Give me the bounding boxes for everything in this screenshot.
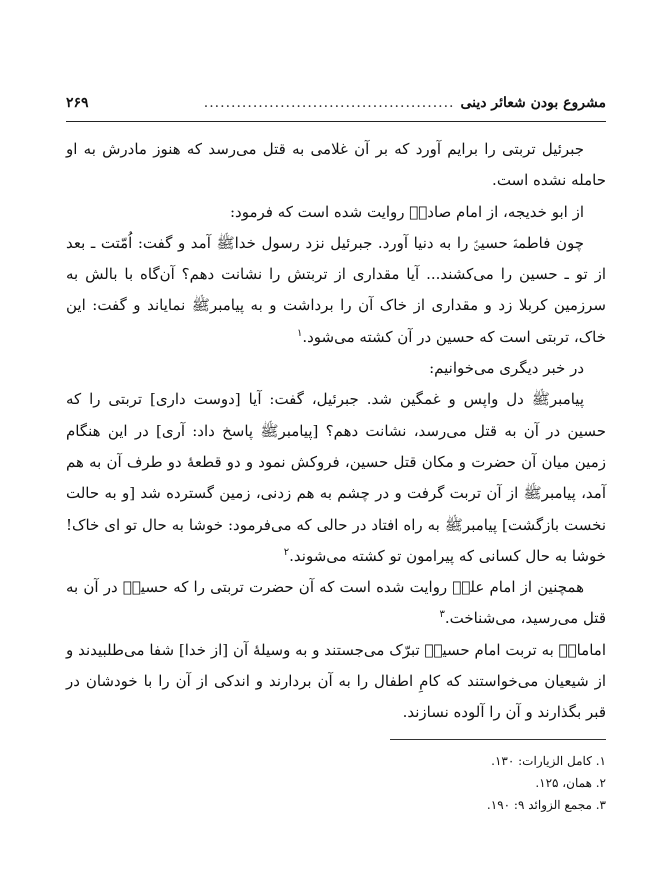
running-header (66, 95, 606, 122)
paragraph-6: همچنین از امام علیؑ روایت شده است که آن حضرت تربتی را که حسینؑ در آن به قتل می‌رسید، می‌شناخت.$^۳$ (66, 578, 606, 628)
footnote-ref-1[interactable]: ۱ (296, 327, 303, 339)
footnote-ref-2[interactable]: ۲ (283, 546, 290, 558)
paragraph-5: پیامبرﷺ دل واپس و غمگین شد. جبرئیل، گفت: آیا [دوست داری] تربتی را که حسین در آن به قتل می‌رسد، نشانت دهم؟ [پیامبرﷺ پاسخ داد: آری] در این هنگام زمین میان آن حضرت و مکان قتل حسین، فروکش نمود و دو قطعهٔ دو طرف آن به هم آمد، پیامبرﷺ از آن تربت گرفت و در چشم به هم زدنی، زمین گسترده شد [و به حالت نخست بازگشت] پیامبرﷺ به راه افتاد در حالی که می‌فرمود: خوشا به حال تو ای خاک! خوشا به حال کسانی که پیرامون تو کشته می‌شوند.$^۲$ (66, 390, 606, 565)
paragraph-2: از ابو خدیجه، از امام صادقؑ روایت شده است که فرمود: (229, 202, 584, 221)
footnote-1: ۱. کامل الزیارات: ۱۳۰. (491, 754, 606, 768)
footnote-divider (390, 739, 606, 740)
paragraph-3: چون فاطمهؑ حسینؑ را به دنیا آورد. جبرئیل نزد رسول خداﷺ آمد و گفت: اُمّتت ـ بعد از تو ـ حسین را می‌کشند... آیا مقداری از تربتش را نشانت دهم؟ آن‌گاه با بالش به سرزمین کربلا زد و مقداری از خاک آن را برداشت و به پیامبرﷺ نمایاند و گفت: این خاک، تربتی است که حسین در آن کشته می‌شود.$^۱$ (66, 233, 606, 346)
running-title: مشروع بودن شعائر دینی (460, 95, 606, 111)
body-text (66, 134, 606, 729)
leader-dots: .............................................. (203, 95, 455, 111)
paragraph-7: امامانؑ به تربت امام حسینؑ تبرّک می‌جستند و به وسیلهٔ آن [از خدا] شفا می‌طلبیدند و از شیعیان می‌خواستند که کامِ اطفال را به آن بردارند و اندکی از آن را با خودشان در قبر بگذارند و آن را آلوده نسازند. (66, 640, 606, 722)
footnote-2: ۲. همان، ۱۲۵. (535, 776, 606, 790)
footnote-ref-3[interactable]: ۳ (439, 609, 445, 621)
paragraph-4: در خبر دیگری می‌خوانیم: (429, 359, 584, 378)
page-number: ۲۶۹ (66, 95, 89, 111)
paragraph-1: جبرئیل تربتی را برایم آورد که بر آن غلامی به قتل می‌رسد که هنوز مادرش به او حامله نشده است. (66, 140, 606, 190)
footnote-3: ۳. مجمع الزوائد ۹: ۱۹۰. (486, 798, 606, 812)
footnotes (66, 750, 606, 816)
